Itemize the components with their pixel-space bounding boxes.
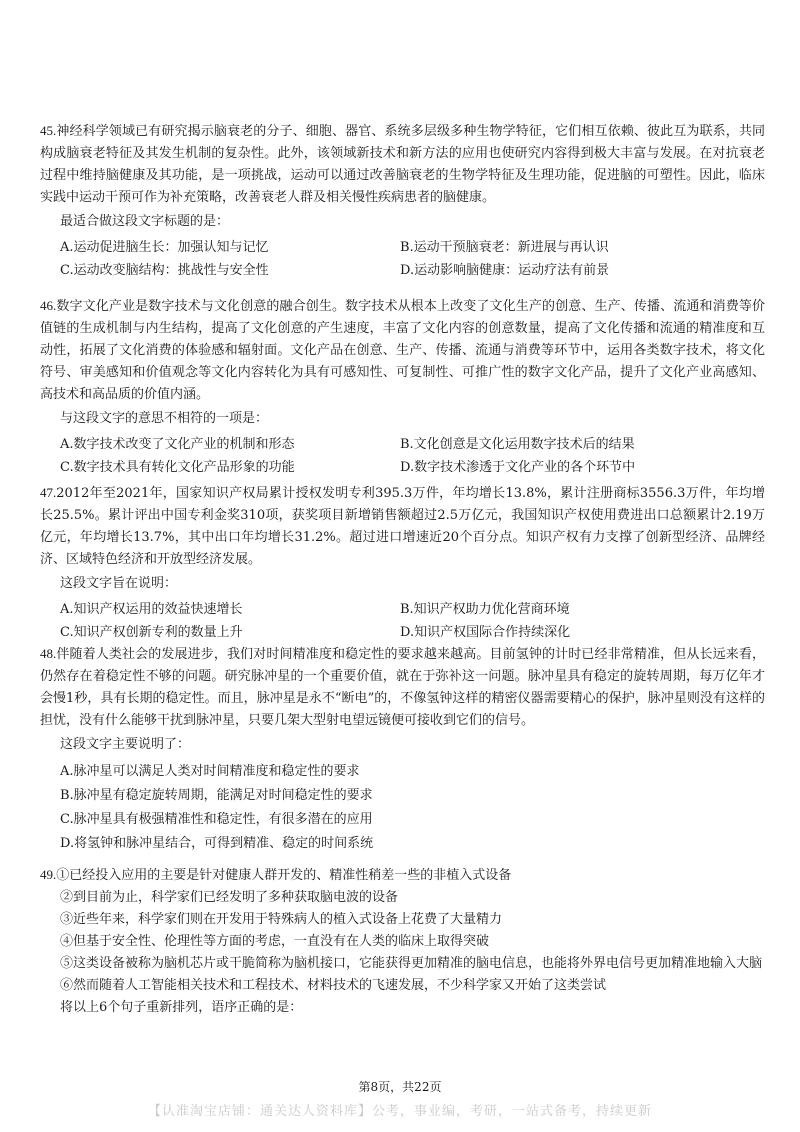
question-46	[40, 295, 765, 478]
option-a[interactable]: A.运动促进脑生长：加强认知与记忆	[60, 240, 269, 255]
question-number: 46.	[40, 298, 57, 313]
question-49-sentence-4: ④但基于安全性、伦理性等方面的考虑，一直没有在人类的临床上取得突破	[60, 934, 490, 949]
option-c[interactable]: C.数字技术具有转化文化产品形象的功能	[60, 460, 295, 475]
option-b[interactable]: B.脉冲星有稳定旋转周期，能满足对时间稳定性的要求	[60, 788, 373, 803]
question-49-sentence-1	[40, 864, 765, 887]
question-48	[40, 643, 765, 856]
question-47-options	[60, 599, 765, 643]
question-47	[40, 482, 765, 643]
question-48-options	[60, 760, 765, 856]
option-d[interactable]: D.将氢钟和脉冲星结合，可得到精准、稳定的时间系统	[60, 836, 374, 851]
question-49-stem: 将以上6个句子重新排列，语序正确的是：	[60, 1000, 303, 1015]
question-47-stem: 这段文字旨在说明：	[60, 576, 178, 591]
option-b[interactable]: B.文化创意是文化运用数字技术后的结果	[400, 437, 635, 452]
passage-text: 数字文化产业是数字技术与文化创意的融合创生。数字技术从根本上改变了文化生产的创意、生产、传播、流通和消费等价值链的生成机制与内生结构，提高了文化创意的产生速度，丰富了文化内容的创意数量，提高了文化传播和流通的精准度和互动性，拓展了文化消费的体验感和辐射面。文化产品在创意、生产、传播、流通与消费等环节中，运用各类数字技术，将文化符号、审美感知和价值观念等文化内容转化为具有可感知性、可复制性、可推广性的数字文化产品，提升了文化产业高感知、高技术和高品质的价值内涵。	[40, 299, 765, 402]
option-d[interactable]: D.数字技术渗透于文化产业的各个环节中	[400, 460, 636, 475]
option-c[interactable]: C.知识产权创新专利的数量上升	[60, 625, 243, 640]
question-number: 47.	[40, 485, 57, 500]
option-a[interactable]: A.知识产权运用的效益快速增长	[60, 602, 243, 617]
question-48-stem: 这段文字主要说明了：	[60, 737, 191, 752]
option-d[interactable]: D.知识产权国际合作持续深化	[400, 625, 571, 640]
question-number: 49.	[40, 867, 57, 882]
page-number: 第8页，共22页	[358, 1080, 442, 1094]
passage-text: 神经科学领域已有研究揭示脑衰老的分子、细胞、器官、系统多层级多种生物学特征，它们相互依赖、彼此互为联系，共同构成脑衰老特征及其发生机制的复杂性。此外，该领域新技术和新方法的应用也使研究内容得到极大丰富与发展。在对抗衰老过程中维持脑健康及其功能，是一项挑战，运动可以通过改善脑衰老的生物学特征及生理功能，促进脑的可塑性。因此，临床实践中运动干预可作为补充策略，改善衰老人群及相关慢性疾病患者的脑健康。	[40, 124, 765, 205]
sentence-text: ①已经投入应用的主要是针对健康人群开发的、精准性稍差一些的非植入式设备	[56, 868, 512, 883]
question-49-sentence-3: ③近些年来，科学家们则在开发用于特殊病人的植入式设备上花费了大量精力	[60, 912, 503, 927]
question-45-options	[60, 237, 765, 281]
passage-text: 伴随着人类社会的发展进步，我们对时间精准度和稳定性的要求越来越高。目前氢钟的计时已经非常精准，但从长远来看，仍然存在着稳定性不够的问题。研究脉冲星的一个重要价值，就在于弥补这一问题。脉冲星具有稳定的旋转周期，每万亿年才会慢1秒，具有长期的稳定性。而且，脉冲星是永不“断电”的，不像氢钟这样的精密仪器需要精心的保护，脉冲星则没有这样的担忧，没有什么能够干扰到脉冲星，只要几架大型射电望远镜便可接收到它们的信号。	[40, 647, 765, 728]
question-49-sentence-5: ⑤这类设备被称为脑机芯片或干脆简称为脑机接口，它能获得更加精准的脑电信息，也能将外界电信号更加精准地输入大脑	[60, 956, 763, 971]
option-a[interactable]: A.数字技术改变了文化产业的机制和形态	[60, 437, 295, 452]
passage-text: 2012年至2021年，国家知识产权局累计授权发明专利395.3万件，年均增长13.8%，累计注册商标3556.3万件，年均增长25.5%。累计评出中国专利金奖310项，获奖项目新增销售额超过2.5万亿元，我国知识产权使用费进出口总额累计2.19万亿元，年均增长13.7%，其中出口年均增长31.2%。超过进口增速近20个百分点。知识产权有力支撑了创新型经济、品牌经济、区域特色经济和开放型经济发展。	[40, 486, 765, 567]
question-number: 45.	[40, 123, 57, 138]
question-46-stem: 与这段文字的意思不相符的一项是：	[60, 411, 269, 426]
question-45-passage	[40, 120, 765, 209]
option-d[interactable]: D.运动影响脑健康：运动疗法有前景	[400, 263, 610, 278]
question-number: 48.	[40, 646, 57, 661]
watermark: 【认准淘宝店铺：通关达人资料库】公考，事业编，考研，一站式备考，持续更新	[147, 1104, 652, 1119]
option-b[interactable]: B.知识产权助力优化营商环境	[400, 602, 570, 617]
option-b[interactable]: B.运动干预脑衰老：新进展与再认识	[400, 240, 609, 255]
question-46-options	[60, 434, 765, 478]
question-47-passage	[40, 482, 765, 571]
question-48-passage	[40, 643, 765, 732]
question-49	[40, 864, 765, 1019]
question-46-passage	[40, 295, 765, 406]
question-45	[40, 120, 765, 281]
option-a[interactable]: A.脉冲星可以满足人类对时间精准度和稳定性的要求	[60, 764, 360, 779]
question-45-stem: 最适合做这段文字标题的是：	[60, 214, 230, 229]
question-49-sentence-2: ②到目前为止，科学家们已经发明了多种获取脑电波的设备	[60, 890, 399, 905]
option-c[interactable]: C.运动改变脑结构：挑战性与安全性	[60, 263, 269, 278]
question-49-sentence-6: ⑥然而随着人工智能相关技术和工程技术、材料技术的飞速发展，不少科学家又开始了这类尝试	[60, 978, 607, 993]
option-c[interactable]: C.脉冲星具有极强精准性和稳定性，有很多潜在的应用	[60, 812, 373, 827]
